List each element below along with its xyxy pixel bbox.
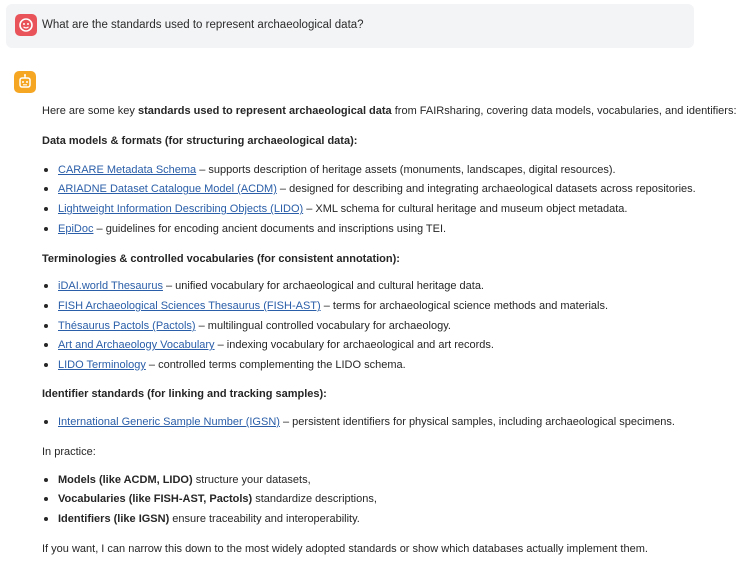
list-item bbox=[58, 473, 311, 487]
list-item-text: – indexing vocabulary for archaeological and art records. bbox=[214, 339, 494, 351]
section-heading-identifiers: Identifier standards (for linking and tracking samples): bbox=[42, 388, 327, 400]
link-igsn[interactable]: International Generic Sample Number (IGSN) bbox=[58, 416, 280, 428]
bullet-icon bbox=[44, 227, 48, 231]
link-lido-terminology[interactable]: LIDO Terminology bbox=[58, 359, 146, 371]
practice-item-bold: Identifiers (like IGSN) bbox=[58, 513, 170, 525]
list-item bbox=[58, 415, 675, 429]
bullet-icon bbox=[44, 420, 48, 424]
list-item-text: – designed for describing and integrating archaeological datasets across repositories. bbox=[276, 183, 696, 195]
bullet-icon bbox=[44, 517, 48, 521]
practice-item-bold: Models (like ACDM, LIDO) bbox=[58, 474, 193, 486]
practice-item-text: structure your datasets, bbox=[192, 474, 311, 486]
bullet-icon bbox=[44, 207, 48, 211]
list-item-text: – XML schema for cultural heritage and museum object metadata. bbox=[303, 203, 628, 215]
bullet-icon bbox=[44, 363, 48, 367]
list-item bbox=[58, 163, 616, 177]
bullet-icon bbox=[44, 324, 48, 328]
bullet-icon bbox=[44, 187, 48, 191]
list-item-text: – supports description of heritage assets (monuments, landscapes, digital resources). bbox=[196, 164, 616, 176]
bullet-icon bbox=[44, 343, 48, 347]
list-item-text: – terms for archaeological science methods and materials. bbox=[320, 300, 609, 312]
intro-prefix: Here are some key bbox=[42, 105, 138, 117]
link-pactols[interactable]: Thésaurus Pactols (Pactols) bbox=[58, 320, 196, 332]
intro-paragraph bbox=[42, 104, 737, 118]
list-item bbox=[58, 202, 627, 216]
bullet-icon bbox=[44, 478, 48, 482]
list-item bbox=[58, 299, 608, 313]
list-item bbox=[58, 358, 406, 372]
list-item-text: – persistent identifiers for physical samples, including archaeological specimens. bbox=[279, 416, 675, 428]
practice-item-bold: Vocabularies (like FISH-AST, Pactols) bbox=[58, 493, 253, 505]
user-message-text: What are the standards used to represent archaeological data? bbox=[42, 19, 364, 31]
in-practice-label: In practice: bbox=[42, 446, 96, 458]
section-heading-data-models: Data models & formats (for structuring archaeological data): bbox=[42, 135, 358, 147]
practice-item-text: ensure traceability and interoperability. bbox=[169, 513, 360, 525]
link-idai-thesaurus[interactable]: iDAI.world Thesaurus bbox=[58, 280, 163, 292]
link-fish-ast[interactable]: FISH Archaeological Sciences Thesaurus (FISH-AST) bbox=[58, 300, 321, 312]
link-epidoc[interactable]: EpiDoc bbox=[58, 223, 94, 235]
link-acdm[interactable]: ARIADNE Dataset Catalogue Model (ACDM) bbox=[58, 183, 277, 195]
intro-suffix: from FAIRsharing, covering data models, vocabularies, and identifiers: bbox=[391, 105, 737, 117]
section-heading-terminologies: Terminologies & controlled vocabularies (for consistent annotation): bbox=[42, 253, 400, 265]
list-item-text: – controlled terms complementing the LIDO schema. bbox=[145, 359, 406, 371]
list-item bbox=[58, 222, 446, 236]
link-lido[interactable]: Lightweight Information Describing Objects (LIDO) bbox=[58, 203, 304, 215]
bullet-icon bbox=[44, 304, 48, 308]
user-face-icon bbox=[15, 14, 37, 36]
list-item bbox=[58, 319, 451, 333]
bullet-icon bbox=[44, 497, 48, 501]
list-item-text: – unified vocabulary for archaeological and cultural heritage data. bbox=[162, 280, 484, 292]
list-item bbox=[58, 492, 377, 506]
user-message-row bbox=[6, 4, 694, 48]
list-item bbox=[58, 512, 360, 526]
practice-item-text: standardize descriptions, bbox=[252, 493, 377, 505]
list-item-text: – guidelines for encoding ancient documents and inscriptions using TEI. bbox=[93, 223, 447, 235]
closing-paragraph: If you want, I can narrow this down to the most widely adopted standards or show which databases actually implement them. bbox=[42, 543, 648, 555]
list-item bbox=[58, 182, 696, 196]
intro-bold: standards used to represent archaeological data bbox=[137, 105, 392, 117]
link-art-archaeology-vocabulary[interactable]: Art and Archaeology Vocabulary bbox=[58, 339, 215, 351]
link-carare[interactable]: CARARE Metadata Schema bbox=[58, 164, 197, 176]
list-item bbox=[58, 279, 484, 293]
robot-icon bbox=[14, 71, 36, 93]
list-item bbox=[58, 338, 494, 352]
bullet-icon bbox=[44, 168, 48, 172]
bullet-icon bbox=[44, 284, 48, 288]
list-item-text: – multilingual controlled vocabulary for archaeology. bbox=[195, 320, 451, 332]
